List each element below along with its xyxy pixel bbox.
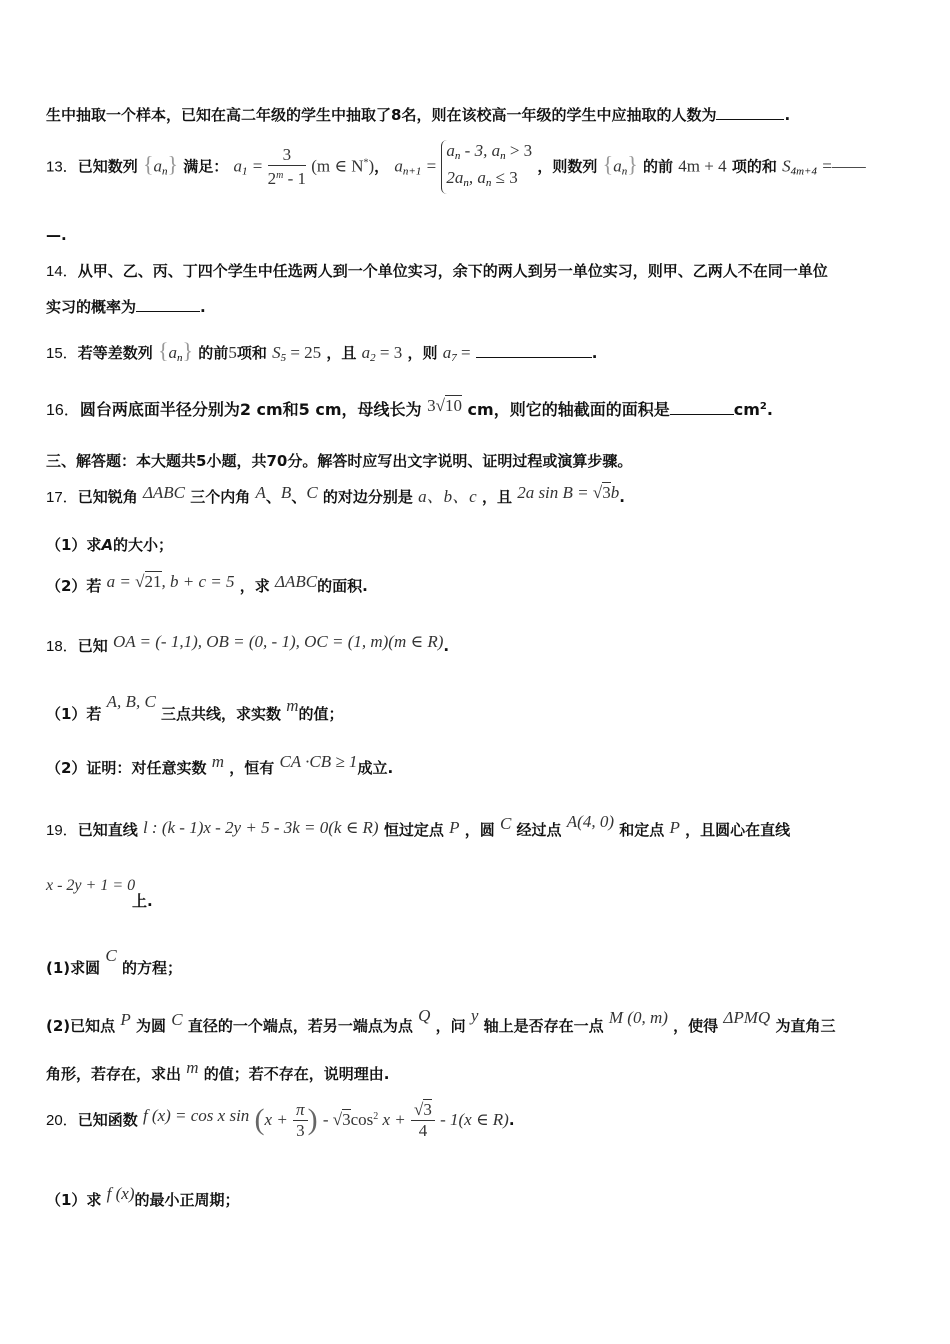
q20-f-def: f (x) = cos x sin <box>142 1106 250 1125</box>
q13-continuation <box>46 226 67 244</box>
q20-tail: - 1(x ∈ R) <box>440 1110 509 1129</box>
q13-case1-end: > 3 <box>505 141 533 160</box>
q19-text-5: 和定点 <box>619 821 665 839</box>
q13-line <box>46 140 866 200</box>
q19-p2-text-g: 为直角三 <box>775 1017 836 1035</box>
q14-text-2: 实习的概率为 <box>46 298 137 316</box>
q19-C: C <box>499 814 512 833</box>
q16-answer-blank <box>670 402 734 415</box>
q19-p2-text-e: 轴上是否存在一点 <box>483 1017 604 1035</box>
q13-number: 13． <box>46 158 78 176</box>
q20-inner: x + <box>264 1110 288 1129</box>
q19-P: P <box>449 818 460 837</box>
q19-part-2-line-1 <box>46 1006 835 1036</box>
q17-equation: 2a sin B = √3b <box>517 483 620 502</box>
right-brace-icon: } <box>627 151 638 177</box>
q13-case2-end: ≤ 3 <box>491 168 518 187</box>
q13-frac-den <box>268 166 306 189</box>
q19-p2-text-d: ，问 <box>435 1017 466 1035</box>
q17-p1-tail: 的大小； <box>113 536 174 554</box>
q13-case2-sub: n <box>463 177 469 189</box>
q13-a1: a <box>233 156 243 176</box>
q17-part-2 <box>46 572 368 596</box>
q13-seq-2-sub: n <box>621 165 628 178</box>
q17-p2-tail-math: , b + c = 5 <box>161 572 235 591</box>
q18-p1-label: （1）若 <box>46 705 102 723</box>
q13-cont-text: —. <box>46 226 67 244</box>
q15-text-1: 若等差数列 <box>77 344 153 362</box>
q14-line-1 <box>46 260 828 281</box>
right-brace-icon: } <box>167 151 179 177</box>
q19-p2-P: P <box>120 1010 131 1029</box>
q20-frac-num: √3 <box>411 1100 435 1121</box>
q19-text-3: ，圆 <box>464 821 495 839</box>
q13-an1: a <box>394 156 403 176</box>
q15-five: 5 <box>228 343 237 362</box>
q17-line <box>46 482 625 507</box>
q19-line-eq: l : (k - 1)x - 2y + 5 - 3k = 0(k ∈ R) <box>142 818 379 837</box>
q13-terms: 4m + 4 <box>678 156 727 176</box>
q19-part-1 <box>46 946 182 978</box>
q18-end: . <box>443 637 450 655</box>
q19-line-2-tail: 上. <box>132 892 153 910</box>
q19-A-point: A(4, 0) <box>566 812 614 831</box>
q13-text-5: 项的和 <box>731 157 777 176</box>
q20-part-1 <box>46 1184 240 1210</box>
q13-case1-sub: n <box>454 150 461 162</box>
right-brace-icon: } <box>182 338 194 363</box>
q20-p1-label: （1）求 <box>46 1191 102 1209</box>
q13-cond-sup: * <box>363 157 369 169</box>
q15-end: . <box>591 344 598 362</box>
q15-a2: a <box>361 343 371 362</box>
q15-a7-eq: = <box>456 343 471 362</box>
q15-number: 15． <box>46 345 78 362</box>
q13-case-1 <box>446 140 532 167</box>
q19-part-2-line-2 <box>46 1058 389 1084</box>
q19-p2-y: y <box>470 1006 479 1025</box>
q13-text-4: 的前 <box>643 157 674 176</box>
q13-eq2: = <box>426 156 437 176</box>
q19-p1-label: (1)求圆 <box>46 959 101 977</box>
q13-case2-a: 2a <box>446 168 464 187</box>
q20-cos-x: x + <box>378 1110 406 1129</box>
q20-minus: - <box>322 1110 333 1129</box>
q19-line-2-end <box>46 890 153 911</box>
q17-sep1: 、 <box>265 488 281 506</box>
q18-part-2 <box>46 752 393 778</box>
q13-frac-den-tail: - 1 <box>283 169 307 188</box>
section-3-heading <box>46 450 632 471</box>
q17-p1-A: A <box>101 536 114 554</box>
q12-answer-blank <box>716 107 784 120</box>
q18-p2-label: （2）证明：对任意实数 <box>46 759 207 777</box>
left-brace-icon: { <box>142 151 154 177</box>
q18-p2-end: 成立. <box>357 759 394 777</box>
q17-triangle: ΔABC <box>142 483 186 502</box>
q15-seq-sub: n <box>177 352 183 364</box>
q13-seq: a <box>153 156 162 176</box>
q19-p2-text-c: 直径的一个端点，若另一端点为点 <box>187 1017 413 1035</box>
q17-text-1: 已知锐角 <box>77 488 138 506</box>
q17-part-1 <box>46 534 173 555</box>
q13-seq-sub: n <box>162 165 168 178</box>
q13-seq-2: a <box>613 156 622 176</box>
q19-text-6: ，且圆心在直线 <box>685 821 791 839</box>
q19-text-1: 已知直线 <box>77 821 138 839</box>
q13-S: S <box>782 156 791 176</box>
q20-pi-frac <box>293 1100 308 1141</box>
q15-answer-blank <box>476 345 592 358</box>
q18-vectors: OA = (- 1,1), OB = (0, - 1), OC = (1, m)(m ∈ R) <box>112 632 444 651</box>
q17-p2-tail: ，求 <box>239 577 270 595</box>
q18-p1-end: 的值； <box>298 705 344 723</box>
q16-unit: cm <box>733 400 760 419</box>
q12-tail-line <box>46 104 790 125</box>
q19-p2-line2-b: 的值；若不存在，说明理由. <box>203 1065 390 1083</box>
q13-eq: = <box>252 156 263 176</box>
q17-eq-lhs: 2a sin B = <box>517 483 589 502</box>
section-3-text: 三、解答题：本大题共5小题，共70分。解答时应写出文字说明、证明过程或演算步骤。 <box>46 452 633 470</box>
q15-text-5: ，则 <box>407 344 438 362</box>
q15-a2-val: = 3 <box>375 343 403 362</box>
q19-p2-triangle: ΔPMQ <box>723 1008 771 1027</box>
q17-text-2: 三个内角 <box>190 488 251 506</box>
q17-eq-rad: 3 <box>602 483 611 502</box>
q20-root3-over-4 <box>411 1100 435 1141</box>
q13-case1-a: a <box>446 141 455 160</box>
q13-text-2: 满足： <box>183 157 229 176</box>
q17-p2-label: （2）若 <box>46 577 102 595</box>
q19-p2-text-a: (2)已知点 <box>46 1017 116 1035</box>
q13-frac-den-sup: m <box>276 170 284 181</box>
q15-line <box>46 338 598 364</box>
q20-rad: 3 <box>342 1110 351 1129</box>
q20-text-1: 已知函数 <box>77 1111 138 1129</box>
q13-case-2 <box>446 167 532 194</box>
q13-text-1: 已知数列 <box>77 157 138 176</box>
q19-p2-C: C <box>171 1010 183 1029</box>
q17-p2-a: a = <box>106 572 131 591</box>
q13-an1-sub: n+1 <box>402 165 422 178</box>
q16-rad-coef: 3 <box>427 396 436 415</box>
q13-case1-sub2: n <box>500 150 506 162</box>
q17-A: A <box>255 483 266 502</box>
q20-cos-sup: 2 <box>373 1111 379 1122</box>
q18-text-1: 已知 <box>77 637 108 655</box>
q15-seq: a <box>168 343 177 362</box>
q13-a1-sub: 1 <box>242 165 248 178</box>
q16-end: . <box>766 400 773 419</box>
q15-S-sub: 5 <box>280 352 287 364</box>
q13-eq-blank: =—— <box>822 156 866 176</box>
q14-number: 14． <box>46 263 78 280</box>
q20-p1-end: 的最小正周期； <box>134 1191 240 1209</box>
q20-end: . <box>508 1111 515 1129</box>
q15-text-4: ，且 <box>326 344 357 362</box>
q19-P-2: P <box>669 818 680 837</box>
q17-number: 17． <box>46 489 78 506</box>
q17-end: . <box>619 488 625 506</box>
left-brace-icon: { <box>602 151 614 177</box>
q20-paren-left: ( <box>254 1103 265 1136</box>
q15-a2-sub: 2 <box>370 352 376 364</box>
q14-end: . <box>200 298 206 316</box>
q17-text-4: ，且 <box>481 488 512 506</box>
q17-p2-triangle: ΔABC <box>274 572 318 591</box>
q15-text-2: 的前 <box>198 344 229 362</box>
q19-text-2: 恒过定点 <box>383 821 444 839</box>
q13-case1-tail: - 3, a <box>460 141 501 160</box>
q17-abc: a、b、c <box>418 487 477 506</box>
q19-center-line-eq: x - 2y + 1 = 0 <box>46 877 136 894</box>
q19-p2-Q: Q <box>418 1006 431 1025</box>
q20-three: 3 <box>296 1121 305 1140</box>
q16-radical: 3√10 <box>427 396 462 415</box>
q19-text-4: 经过点 <box>516 821 562 839</box>
q17-p2-end: 的面积. <box>317 577 368 595</box>
q13-S-sub: 4m+4 <box>790 165 817 178</box>
q17-p2-rad: 21 <box>144 572 162 591</box>
q19-p2-text-b: 为圆 <box>136 1017 167 1035</box>
q14-line-2 <box>46 296 206 317</box>
q12-end: . <box>784 106 791 124</box>
q13-text-3: ，则数列 <box>537 157 598 176</box>
q20-sqrt3: √3 <box>332 1110 351 1129</box>
q15-a7-sub: 7 <box>451 352 457 364</box>
q15-a7: a <box>442 343 452 362</box>
q13-fraction <box>268 145 306 189</box>
q13-frac-num: 3 <box>268 145 306 166</box>
q13-case2-sub2: n <box>485 177 492 189</box>
q16-text-1: 圆台两底面半径分别为2 cm和5 cm，母线长为 <box>79 400 422 419</box>
q17-B: B <box>280 483 292 502</box>
q19-p2-M: M (0, m) <box>608 1008 668 1027</box>
q18-p2-text: ，恒有 <box>229 759 275 777</box>
q13-piecewise <box>441 140 532 194</box>
q16-text-2: cm，则它的轴截面的面积是 <box>467 400 670 419</box>
q14-text-1: 从甲、乙、丙、丁四个学生中任选两人到一个单位实习，余下的两人到另一单位实习，则甲、乙两人不在同一单位 <box>77 262 828 280</box>
q17-p1-label: （1）求 <box>46 536 102 554</box>
q16-unit-sup: 2 <box>759 401 767 412</box>
q20-pi: π <box>293 1100 308 1121</box>
q16-number: 16． <box>46 402 80 419</box>
q15-text-3: 项和 <box>236 344 267 362</box>
q17-eq-rhs: b <box>610 483 620 502</box>
q18-p1-text: 三点共线，求实数 <box>161 705 282 723</box>
q19-number: 19． <box>46 822 78 839</box>
q15-S-val: = 25 <box>286 343 322 362</box>
q20-line <box>46 1100 515 1144</box>
q19-p2-text-f: ，使得 <box>673 1017 719 1035</box>
q17-p2-math: a = √21, b + c = 5 <box>106 572 235 591</box>
q20-frac-den: 4 <box>418 1121 428 1140</box>
q19-line-1 <box>46 812 790 840</box>
q13-comma: ， <box>374 157 390 176</box>
q20-frac-num-rad: 3 <box>423 1100 432 1119</box>
q20-paren-right: ) <box>307 1103 318 1136</box>
q13-cond-end: ) <box>368 156 375 176</box>
q13-frac-den-base: 2 <box>267 169 277 188</box>
q16-rad-val: 10 <box>444 396 462 415</box>
q19-p2-m: m <box>186 1058 199 1077</box>
q12-tail-text: 生中抽取一个样本，已知在高二年级的学生中抽取了8名，则在该校高一年级的学生中应抽取的人数为 <box>46 106 717 124</box>
q18-p2-inequality: CA ·CB ≥ 1 <box>279 752 358 771</box>
q18-line <box>46 632 449 656</box>
q19-p2-line2-a: 角形，若存在，求出 <box>46 1065 182 1083</box>
q19-p1-C: C <box>105 946 117 965</box>
q18-p1-points: A, B, C <box>106 692 156 711</box>
q17-sep2: 、 <box>291 488 307 506</box>
q20-cos: cos <box>350 1110 374 1129</box>
q13-cond: (m ∈ N <box>311 156 364 176</box>
q17-text-3: 的对边分别是 <box>322 488 413 506</box>
q15-S: S <box>272 343 281 362</box>
q18-p2-m: m <box>211 752 224 771</box>
q20-number: 20． <box>46 1112 78 1129</box>
q18-number: 18． <box>46 638 78 655</box>
q19-p1-end: 的方程； <box>121 959 182 977</box>
q18-part-1 <box>46 692 344 724</box>
q17-C: C <box>306 483 318 502</box>
q14-answer-blank <box>136 299 200 312</box>
q16-line <box>46 396 773 420</box>
q13-case2-tail: , a <box>468 168 486 187</box>
q20-p1-f: f (x) <box>106 1184 135 1203</box>
q18-p1-m: m <box>286 696 299 715</box>
left-brace-icon: { <box>157 338 169 363</box>
